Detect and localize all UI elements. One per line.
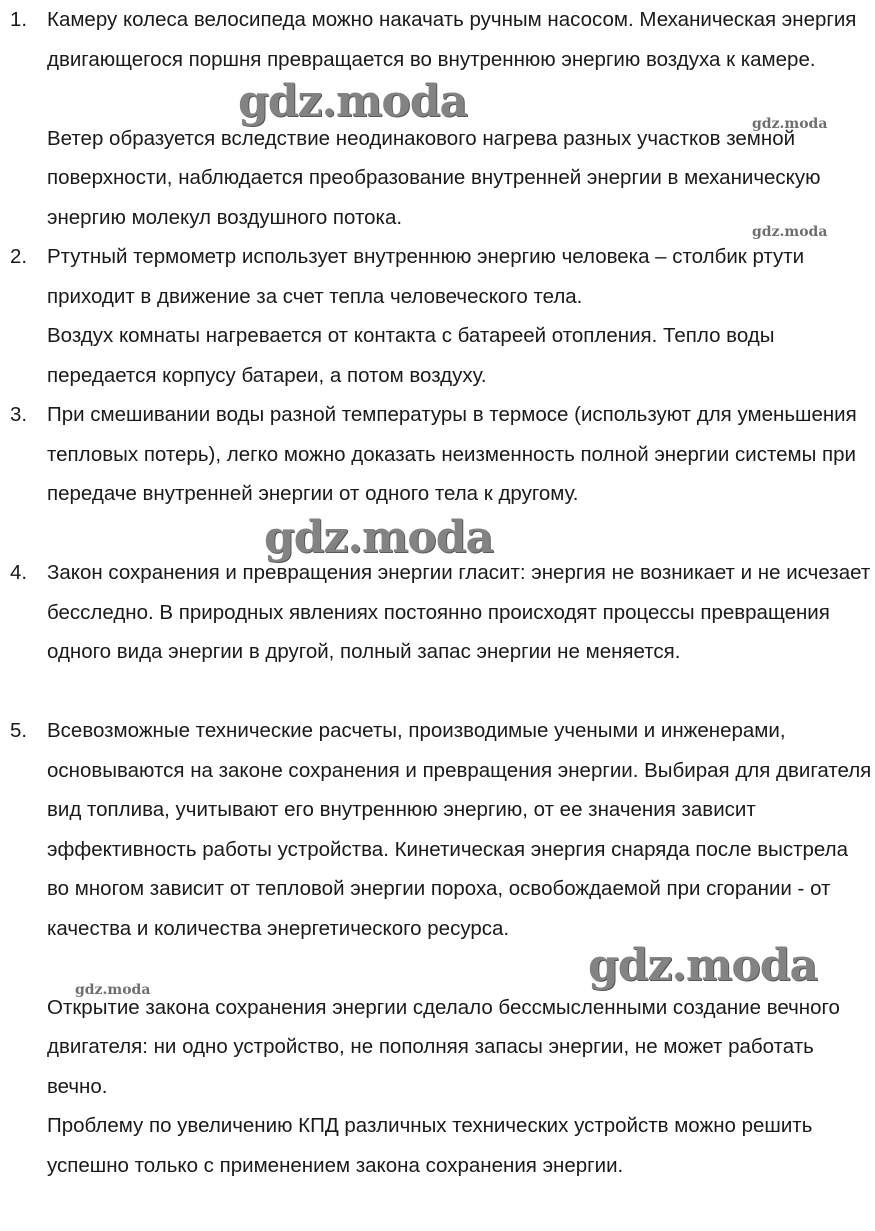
watermark: gdz.moda — [264, 512, 494, 563]
item-paragraph: Открытие закона сохранения энергии сделало бессмысленными создание вечного двигателя: ни одно устройство, не пополняя запасы энергии, не может работать вечно. — [47, 995, 840, 1098]
item-number: 3. — [10, 403, 28, 426]
item-paragraph: При смешивании воды разной температуры в термосе (используют для уменьшения тепловых потерь), легко можно доказать неизменность полной энергии системы при передаче внутренней энергии от одного тела к другому. — [47, 403, 857, 505]
item-number: 2. — [10, 245, 28, 268]
item-number: 5. — [10, 719, 28, 742]
item-number: 1. — [10, 8, 28, 31]
item-paragraph: Ветер образуется вследствие неодинакового нагрева разных участков земной поверхности, наблюдается преобразование внутренней энергии в механическую энергию молекул воздушного потока. — [47, 126, 821, 229]
watermark: gdz.moda — [752, 224, 828, 240]
item-paragraph: Всевозможные технические расчеты, производимые учеными и инженерами, основываются на законе сохранения и превращения энергии. Выбирая для двигателя вид топлива, учитывают его внутреннюю энергию, от ее значения зависит эффективность работы устройства. Кинетическая энергия снаряда после выстрела во многом зависит от тепловой энергии пороха, освобождаемой при сгорании - от качества и количества энергетического ресурса. — [47, 719, 872, 940]
item-paragraph: Закон сохранения и превращения энергии гласит: энергия не возникает и не исчезает бесследно. В природных явлениях постоянно происходят процессы превращения одного вида энергии в другой, полный запас энергии не меняется. — [47, 561, 871, 663]
item-paragraph: Воздух комнаты нагревается от контакта с батареей отопления. Тепло воды передается корпусу батареи, а потом воздуху. — [47, 324, 775, 387]
watermark: gdz.moda — [75, 982, 151, 998]
watermark: gdz.moda — [752, 116, 828, 132]
item-paragraph: Ртутный термометр использует внутреннюю энергию человека – столбик ртути приходит в движение за счет тепла человеческого тела. — [47, 245, 805, 308]
watermark: gdz.moda — [238, 76, 468, 127]
item-paragraph: Камеру колеса велосипеда можно накачать ручным насосом. Механическая энергия двигающегося поршня превращается во внутреннюю энергию воздуха к камере. — [47, 8, 857, 71]
item-number: 4. — [10, 561, 28, 584]
item-paragraph: Проблему по увеличению КПД различных технических устройств можно решить успешно только с применением закона сохранения энергии. — [47, 1114, 813, 1177]
watermark: gdz.moda — [588, 940, 818, 991]
